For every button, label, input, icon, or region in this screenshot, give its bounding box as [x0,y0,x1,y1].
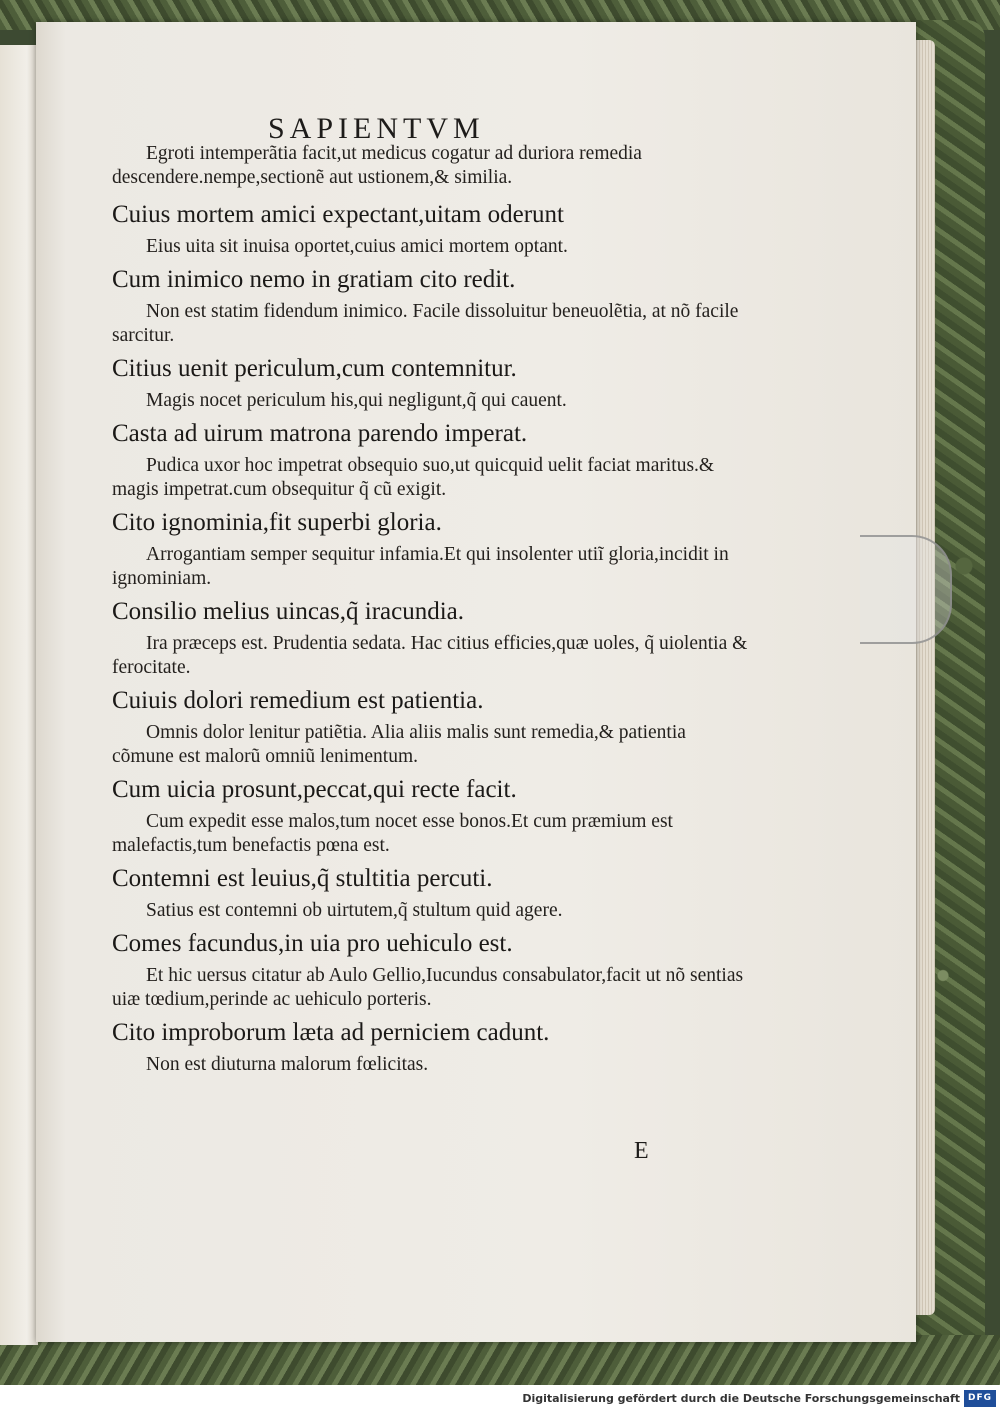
proverb-entry [112,263,752,348]
proverb-heading: Cito ignominia,fit superbi gloria. [112,509,442,536]
proverb-commentary: Omnis dolor lenitur patiẽtia. Alia aliis malis sunt remedia,& patientia cõmune est malorũ omniũ lenimentum. [112,722,686,767]
digitization-footer [0,1385,1000,1414]
proverb-heading: Cuius mortem amici expectant,uitam oderunt [112,201,564,228]
proverb-commentary: Eius uita sit inuisa oportet,cuius amici mortem optant. [146,236,568,257]
intro-commentary: Egroti intemperãtia facit,ut medicus cogatur ad duriora remedia descendere.nempe,sectionẽ aut ustionem,& similia. [112,143,642,188]
proverb-heading: Cuiuis dolori remedium est patientia. [112,687,484,714]
proverb-list [112,142,752,1081]
proverb-entry [112,198,752,259]
running-head: SAPIENTVM [268,112,485,145]
proverb-heading: Casta ad uirum matrona parendo imperat. [112,420,528,447]
proverb-entry [112,773,752,858]
proverb-entry [112,595,752,680]
signature-mark: E [634,1138,649,1164]
proverb-heading: Comes facundus,in uia pro uehiculo est. [112,930,513,957]
proverb-heading: Cito improborum læta ad perniciem cadunt. [112,1019,550,1046]
dfg-logo-icon: DFG [964,1390,996,1407]
proverb-commentary: Pudica uxor hoc impetrat obsequio suo,ut quicquid uelit faciat maritus.& magis impetrat.cum obsequitur q̃ cũ exigit. [112,455,715,500]
proverb-entry [112,506,752,591]
proverb-entry [112,1016,752,1077]
proverb-heading: Contemni est leuius,q̃ stultitia percuti. [112,865,493,892]
proverb-entry [112,417,752,502]
proverb-entry [112,352,752,413]
proverb-entry [112,927,752,1012]
funding-credit: Digitalisierung gefördert durch die Deutsche Forschungsgemeinschaft [522,1392,960,1405]
proverb-commentary: Et hic uersus citatur ab Aulo Gellio,Iucundus consabulator,facit ut nõ sentias uiæ tœdium,perinde ac uehiculo porteris. [112,965,744,1010]
proverb-commentary: Arrogantiam semper sequitur infamia.Et qui insolenter utiĩ gloria,incidit in ignominiam. [112,544,729,589]
proverb-commentary: Satius est contemni ob uirtutem,q̃ stultum quid agere. [146,900,563,921]
proverb-commentary: Magis nocet periculum his,qui negligunt,q̃ qui cauent. [146,390,567,411]
facing-page [0,45,38,1345]
proverb-heading: Cum inimico nemo in gratiam cito redit. [112,266,516,293]
book-cover-bottom [0,1335,1000,1385]
proverb-heading: Consilio melius uincas,q̃ iracundia. [112,598,465,625]
proverb-entry [112,684,752,769]
proverb-commentary: Ira præceps est. Prudentia sedata. Hac citius efficies,quæ uoles, q̃ uiolentia & ferocitate. [112,633,748,678]
proverb-heading: Cum uicia prosunt,peccat,qui recte facit. [112,776,517,803]
paper-clip [860,535,952,644]
proverb-heading: Citius uenit periculum,cum contemnitur. [112,355,517,382]
proverb-commentary: Non est diuturna malorum fœlicitas. [146,1054,429,1075]
proverb-entry [112,862,752,923]
proverb-commentary: Non est statim fidendum inimico. Facile dissoluitur beneuolẽtia, at nõ facile sarcitur. [112,301,739,346]
proverb-commentary: Cum expedit esse malos,tum nocet esse bonos.Et cum præmium est malefactis,tum benefactis pœna est. [112,811,673,856]
